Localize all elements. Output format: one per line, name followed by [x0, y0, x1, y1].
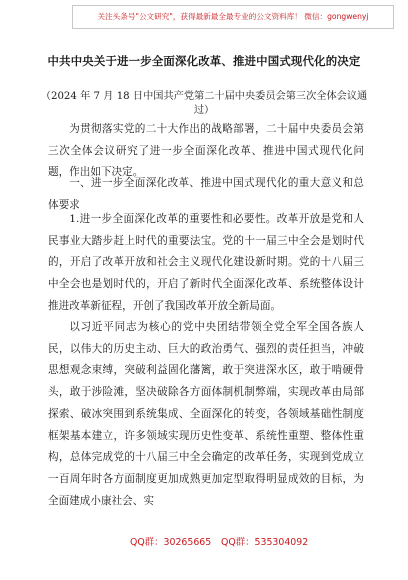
- top-banner: 关注头条号"公文研究"，获得最新最全最专业的公文资料库！ 微信：gongwenyj: [72, 5, 394, 29]
- paragraph-achievements: 以习近平同志为核心的党中央团结带领全党全军全国各族人民，以伟大的历史主动、巨大的政治勇气、强烈的责任担当，冲破思想观念束缚，突破利益固化藩篱，敢于突进深水区，敢于啃硬骨头，敢于涉险滩，坚决破除各方面体制机制弊端，实现改革由局部探索、破冰突围到系统集成、全面深化的转变，各领域基础性制度框架基本建立，许多领域实现历史性变革、系统性重塑、整体性重构，总体完成党的十八届三中全会确定的改革任务，实现到党成立一百周年时各方面制度更加成熟更加定型取得明显成效的目标，为全面建成小康社会、实: [48, 321, 364, 507]
- paragraph-reform-importance: 1.进一步全面深化改革的重要性和必要性。改革开放是党和人民事业大踏步赶上时代的重要法宝。党的十一届三中全会是划时代的，开启了改革开放和社会主义现代化建设新时期。党的十八届三中全会也是划时代的，开启了新时代全面深化改革、系统整体设计推进改革新征程，开创了我国改革开放全新局面。: [48, 213, 364, 312]
- paragraph-intro: 为贯彻落实党的二十大作出的战略部署，二十届中央委员会第三次全体会议研究了进一步全面深化改革、推进中国式现代化问题，作出如下决定。: [48, 123, 364, 179]
- footer: [0, 534, 408, 552]
- document-subtitle: （2024 年 7 月 18 日中国共产党第二十届中央委员会第三次全体会议通过）: [40, 91, 368, 116]
- document-title: 中共中央关于进一步全面深化改革、推进中国式现代化的决定: [47, 54, 361, 68]
- footer-qq-group-1: QQ群：30265665: [130, 537, 212, 548]
- footer-qq-group-2: QQ群：535304092: [221, 537, 309, 548]
- section-heading-1: 一、进一步全面深化改革、推进中国式现代化的重大意义和总体要求: [48, 177, 364, 211]
